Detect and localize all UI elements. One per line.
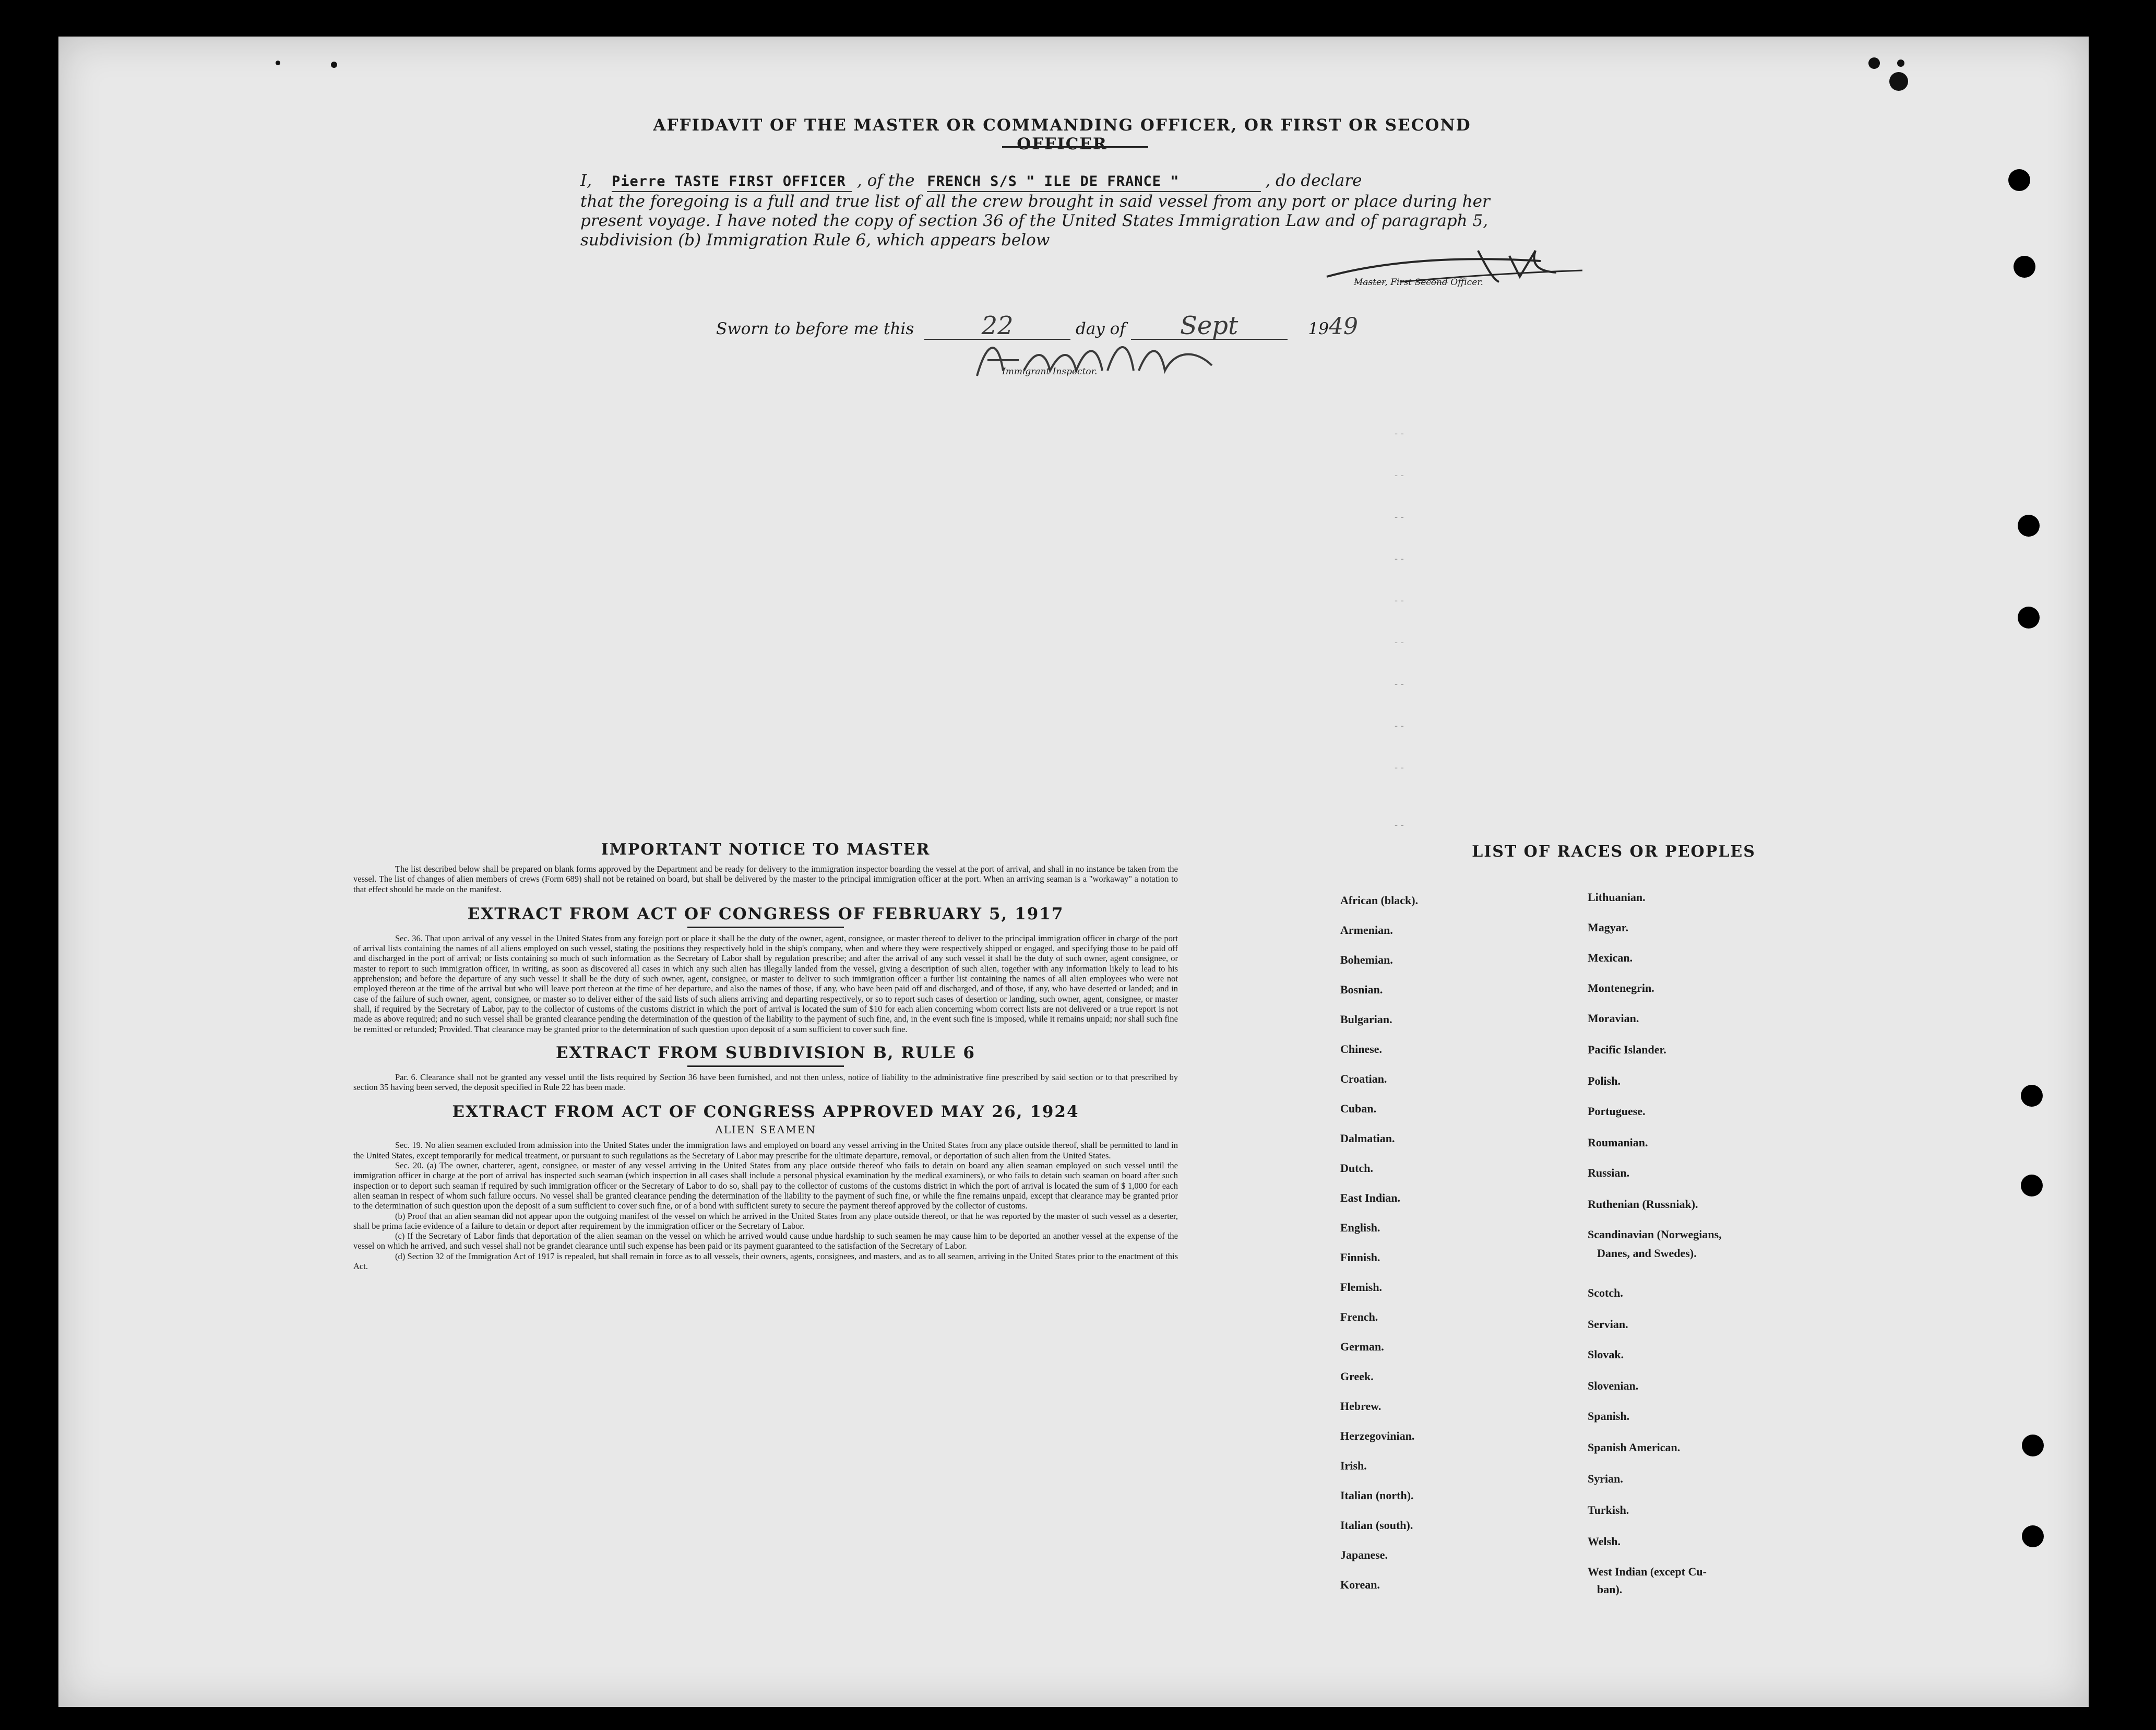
vessel-name-field	[927, 171, 1261, 192]
race-item: Armenian.	[1340, 923, 1393, 937]
race-item: Moravian.	[1588, 1012, 1639, 1025]
race-item: Slovak.	[1588, 1348, 1624, 1361]
race-item: Ruthenian (Russniak).	[1588, 1198, 1698, 1211]
sec20c-text: (c) If the Secretary of Labor finds that deportation of the alien seaman on the vessel on which he arrived would cause undue hardship to such seamen he may cause him to be deported an another vessel at the expense of the vessel on which he arrived, and such vessel shall not be grandet clearance until such expense has been paid or its payment guaranteed to the satisfaction of the Secretary of Labor.	[353, 1231, 1178, 1251]
second-struck: Second	[1414, 277, 1448, 288]
bleed-through-mark: - -	[1395, 470, 1404, 481]
year-prefix: 19	[1308, 319, 1329, 338]
bleed-through-mark: - -	[1395, 720, 1404, 731]
section-rule	[687, 927, 844, 928]
race-item: Turkish.	[1588, 1503, 1629, 1516]
legal-notices-column	[353, 840, 1178, 1271]
sworn-text: Sworn to before me this	[716, 319, 914, 338]
ink-speck	[1868, 57, 1880, 69]
sec20b-text: (b) Proof that an alien seaman did not appear upon the outgoing manifest of the vessel on which he arrived in the United States from any place outside thereof, or that he was reported by the master of such vessel as a deserter, shall be prima facie evidence of a failure to detain or deport after requirement by the immigration officer or the Secretary of Labor.	[353, 1211, 1178, 1231]
signature-capacity-label: Master, First Second Officer.	[1354, 277, 1483, 288]
race-item: East Indian.	[1340, 1191, 1400, 1204]
extract-1917-text: Sec. 36. That upon arrival of any vessel in the United States from any foreign port or place it shall be the duty of the owner, agent, consignee, or master thereof to deliver to the principal immigration officer in charge of the port of arrival lists containing the names of all aliens employed on such vessel, stating the positions they respectively hold in the ship's company, when and where they were respectively shipped or engaged, and specifying those to be paid off and discharged in the port of arrival; or lists containing so much of such information as the Secretary of Labor shall by regulation prescribe; and after the arrival of any such vessel it shall be the duty of such owner, agent consignee, or master to report to such immigration officer, in writing, as soon as discovered all cases in which any such alien has illegally landed from the vessel, giving a description of such alien, together with any information likely to lead to his apprehension; and before the departure of any such vessel it shall be the duty of such owner, agent, consignee, or master to deliver to such immigration officer a further list containing the names of all alien employees who were not employed thereon at the time of the arrival but who will leave port thereon at the time of her departure, and also the names of those, if any, who have been paid off and discharged, and of those, if any, who have deserted or landed; and in case of the failure of such owner, agent, consignee, or master so to deliver either of the said lists of such aliens arriving and departing respectively, or so to report such cases of desertion or landing, such owner, agent, consignee, or master shall, if required by the Secretary of Labor, pay to the collector of customs of the customs district in which the port of arrival is located the sum of $10 for each alien concerning whom correct lists are not delivered or a true report is not made as above required; and no such vessel shall be granted clearance pending the determination of the question of the liability to the payment of such fine, and, in the event such fine is imposed, while it remains unpaid; nor shall such fine be remitted or refunded; Provided. That clearance may be granted prior to the determination of such question upon deposit of a sum sufficient to cover such fine.	[353, 933, 1178, 1034]
race-item: African (black).	[1340, 894, 1419, 907]
punch-hole	[2021, 1175, 2043, 1196]
document-page	[58, 37, 2089, 1707]
punch-hole	[2008, 169, 2030, 191]
race-item: Hebrew.	[1340, 1400, 1381, 1413]
race-item: Montenegrin.	[1588, 981, 1654, 994]
race-item: Lithuanian.	[1588, 891, 1646, 904]
extract-rule6-text: Par. 6. Clearance shall not be granted any vessel until the lists required by Section 36 have been furnished, and not then unless, notice of liability to the administrative fine prescribed by said section or to that prescribed by section 35 having been served, the deposit specified in Rule 22 has been made.	[353, 1072, 1178, 1093]
race-item: Scandinavian (Norwegians,	[1588, 1228, 1722, 1241]
alien-seamen-subheading: ALIEN SEAMEN	[715, 1123, 816, 1136]
inspector-signature	[967, 329, 1280, 392]
officer-name-field	[612, 171, 852, 192]
race-item: Bosnian.	[1340, 983, 1383, 996]
race-item: West Indian (except Cu-	[1588, 1565, 1707, 1578]
bleed-through-mark: - -	[1395, 428, 1404, 439]
race-item: English.	[1340, 1221, 1380, 1234]
race-item: Magyar.	[1588, 921, 1629, 934]
sec19-text: Sec. 19. No alien seamen excluded from admission into the United States under the immigration laws and employed on board any vessel arriving in the United States from any place outside thereof, shall be permitted to land in the United States, except temporarily for medical treatment, or pursuant to such regulations as the Secretary of Labor may prescribe for the ultimate departure, removal, or deportation of such alien from the United States.	[353, 1140, 1178, 1160]
officer-label: Officer.	[1450, 277, 1483, 288]
officer-signature	[1321, 240, 1593, 298]
bleed-through-mark: - -	[1395, 595, 1404, 606]
bleed-through-mark: - -	[1395, 820, 1404, 831]
race-item: Portuguese.	[1588, 1105, 1646, 1118]
declaration-line-4: subdivision (b) Immigration Rule 6, which appears below	[580, 231, 1050, 250]
day-of-text: day of	[1075, 319, 1126, 338]
ink-speck	[331, 62, 337, 68]
heading-rule	[1002, 146, 1148, 148]
race-item: German.	[1340, 1340, 1384, 1353]
race-item: Chinese.	[1340, 1042, 1383, 1056]
notice-heading: IMPORTANT NOTICE TO MASTER	[601, 840, 931, 859]
race-item: Finnish.	[1340, 1251, 1380, 1264]
race-item: French.	[1340, 1310, 1378, 1323]
race-item: Polish.	[1588, 1074, 1621, 1087]
ink-speck	[276, 61, 280, 65]
declaration-line-3: present voyage. I have noted the copy of section 36 of the United States Immigration Law and of paragraph 5,	[580, 211, 1488, 230]
affidavit-declaration	[580, 171, 1603, 250]
affidavit-heading: AFFIDAVIT OF THE MASTER OR COMMANDING OFFICER, OR FIRST OR SECOND OFFICER	[653, 116, 1471, 153]
bleed-through-mark: - -	[1395, 512, 1404, 523]
race-item: Italian (south).	[1340, 1519, 1413, 1532]
officer-name-value: Pierre TASTE FIRST OFFICER	[612, 173, 846, 189]
declaration-line-1	[580, 171, 1603, 192]
race-item: Syrian.	[1588, 1472, 1623, 1485]
race-item: Korean.	[1340, 1578, 1380, 1591]
race-item: Welsh.	[1588, 1535, 1621, 1548]
day-value: 22	[981, 311, 1014, 340]
extract-1924-heading: EXTRACT FROM ACT OF CONGRESS APPROVED MAY 26, 1924	[452, 1103, 1079, 1122]
punch-hole	[2014, 256, 2035, 278]
declaration-i: I,	[580, 171, 592, 190]
race-item: Pacific Islander.	[1588, 1043, 1666, 1056]
first-officer-label: First	[1390, 277, 1412, 288]
race-item: Bohemian.	[1340, 953, 1393, 966]
race-item: Russian.	[1588, 1166, 1630, 1179]
punch-hole	[2018, 515, 2040, 537]
race-item: Greek.	[1340, 1370, 1374, 1383]
race-item: Dutch.	[1340, 1162, 1373, 1175]
month-value: Sept	[1180, 311, 1238, 340]
race-item: Spanish.	[1588, 1409, 1630, 1423]
master-struck: Master	[1354, 277, 1385, 288]
declaration-line-2: that the foregoing is a full and true list of all the crew brought in said vessel from any port or place during her	[580, 192, 1490, 211]
race-item: Flemish.	[1340, 1281, 1383, 1294]
bleed-through-mark: - -	[1395, 762, 1404, 773]
notice-text: The list described below shall be prepared on blank forms approved by the Department and be ready for delivery to the immigration inspector boarding the vessel at the port of arrival, and shall in no instance be taken from the vessel. The list of changes of alien members of crews (Form 689) shall not be retained on board, but shall be delivered by the master to the principal immigration officer at the port. When an arriving seaman is a "workaway" a notation to that effect should be made on the manifest.	[353, 864, 1178, 894]
bleed-through-mark: - -	[1395, 553, 1404, 564]
vessel-name-value: FRENCH S/S " ILE DE FRANCE "	[927, 173, 1180, 189]
race-item: Japanese.	[1340, 1548, 1388, 1561]
bleed-through-mark: - -	[1395, 637, 1404, 648]
race-item: Dalmatian.	[1340, 1132, 1395, 1145]
race-item: Spanish American.	[1588, 1441, 1681, 1454]
race-item: Italian (north).	[1340, 1489, 1414, 1502]
punch-hole	[2018, 607, 2040, 629]
race-item: ban).	[1597, 1583, 1623, 1596]
declaration-of-the: , of the	[857, 171, 915, 190]
ink-speck	[1889, 72, 1908, 91]
race-item: Scotch.	[1588, 1286, 1623, 1299]
race-item: Roumanian.	[1588, 1136, 1648, 1149]
section-rule	[687, 1065, 844, 1067]
inspector-label: Immigrant Inspector.	[1002, 366, 1098, 377]
races-heading: LIST OF RACES OR PEOPLES	[1472, 843, 1756, 861]
punch-hole	[2021, 1085, 2043, 1107]
extract-1917-heading: EXTRACT FROM ACT OF CONGRESS OF FEBRUARY 5, 1917	[467, 904, 1064, 923]
race-item: Bulgarian.	[1340, 1013, 1392, 1026]
year-value: 49	[1328, 313, 1358, 340]
bleed-through-mark: - -	[1395, 679, 1404, 690]
sec20a-text: Sec. 20. (a) The owner, charterer, agent, consignee, or master of any vessel arriving in the United States from any place outside thereof who fails to detain on board any alien seaman employed on such vessel until the immigration officer in charge at the port of arrival has inspected such seaman (which inspection in all cases shall include a personal physical examination by the medical examiners), or who fails to detain such seaman on board after such inspection or to deport such seaman if required by such immigration officer or the Secretary of Labor to do so, shall pay to the collector of customs of the customs district in which the port of arrival is located the sum of $ 1,000 for each alien seaman in respect of whom such failure occurs. No vessel shall be granted clearance pending the determination of the liability to the payment of such fine, or while the fine remains unpaid, except that clearance may be granted prior to the determination of such question upon the deposit of a sum sufficient to cover such fine, or of a bond with sufficient surety to secure the payment thereof approved by the collector of customs.	[353, 1160, 1178, 1211]
race-item: Mexican.	[1588, 951, 1633, 964]
sec20d-text: (d) Section 32 of the Immigration Act of 1917 is repealed, but shall remain in force as to all vessels, their owners, agents, consignees, and masters, and as to all seamen, arriving in the United States prior to the enactment of this Act.	[353, 1251, 1178, 1272]
race-item: Danes, and Swedes).	[1597, 1247, 1697, 1260]
race-item: Cuban.	[1340, 1102, 1377, 1115]
extract-rule6-heading: EXTRACT FROM SUBDIVISION B, RULE 6	[556, 1043, 975, 1062]
punch-hole	[2022, 1525, 2044, 1547]
race-item: Slovenian.	[1588, 1379, 1639, 1392]
ink-speck	[1897, 60, 1904, 67]
punch-hole	[2022, 1435, 2044, 1456]
race-item: Herzegovinian.	[1340, 1429, 1415, 1442]
race-item: Irish.	[1340, 1459, 1367, 1472]
race-item: Croatian.	[1340, 1072, 1387, 1085]
race-item: Servian.	[1588, 1318, 1628, 1331]
declaration-do-declare: , do declare	[1265, 171, 1362, 190]
